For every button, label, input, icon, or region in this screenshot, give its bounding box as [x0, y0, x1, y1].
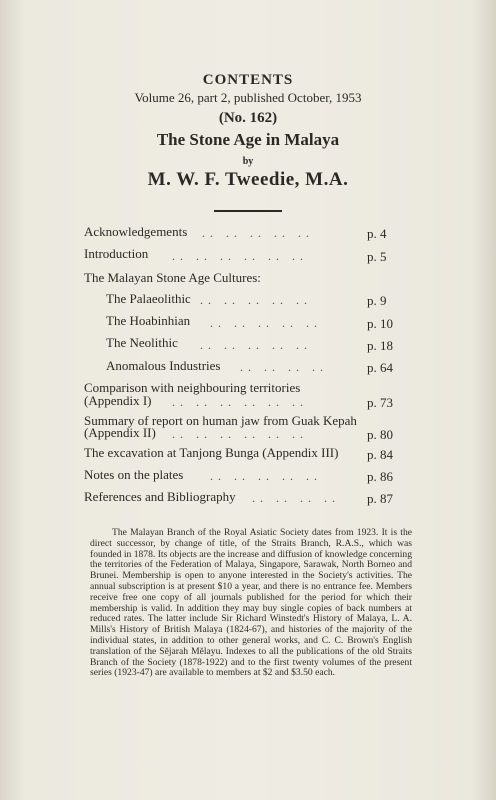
article-title: The Stone Age in Malaya [156, 130, 340, 149]
toc-page: p. 18 [367, 338, 393, 353]
toc-label: Introduction [84, 246, 149, 261]
leader-dots: . . . . . . . . . . . . [172, 395, 304, 409]
toc-label: Anomalous Industries [106, 358, 221, 373]
leader-dots: . . . . . . . . . . [202, 226, 310, 240]
toc-page: p. 86 [367, 469, 393, 484]
toc-label-line1: Comparison with neighbouring territories [84, 380, 301, 395]
leader-dots: . . . . . . . . [240, 360, 324, 374]
toc-page: p. 73 [367, 395, 393, 410]
toc-page: p. 4 [367, 226, 387, 241]
toc-page: p. 5 [367, 249, 387, 264]
leader-dots: . . . . . . . . [252, 491, 336, 505]
toc-label-line2: (Appendix II) [84, 425, 156, 440]
leader-dots: . . . . . . . . . . [210, 316, 318, 330]
toc-page: p. 9 [367, 293, 387, 308]
toc-page: p. 64 [367, 360, 393, 375]
leader-dots: . . . . . . . . . . . . [172, 249, 304, 263]
by-line: by [242, 156, 254, 167]
toc-page: p. 84 [367, 447, 393, 462]
leader-dots: . . . . . . . . . . [200, 338, 308, 352]
leader-dots: . . . . . . . . . . [210, 469, 318, 483]
volume-line: Volume 26, part 2, published October, 1953 [134, 90, 362, 105]
contents-heading: CONTENTS [202, 72, 294, 88]
toc-label: Acknowledgements [84, 224, 188, 239]
toc-label-line1: Summary of report on human jaw from Guak Kepah [84, 413, 357, 428]
toc-label: The Palaeolithic [106, 291, 191, 306]
leader-dots: . . . . . . . . . . [200, 293, 308, 307]
leader-dots: . . . . . . . . . . . . [172, 427, 304, 441]
society-notice: The Malayan Branch of the Royal Asiatic Society dates from 1923. It is the direct successor, by change of title, of the Straits Branch, R.A.S., which was founded in 1878. Its objects are the increase and diffusion of knowledge concerning the territories of the Federation of Malaya, Singapore, Sarawak, North Borneo and Brunei. Membership is open to anyone interested in the Society's activities. The annual subscription is at present $10 a year, and there is no entrance fee. Members receive free one copy of all journals published for the period for which their membership is valid. In addition they may buy single copies of back numbers at reduced rates. The latter include Sir Richard Winstedt's History of Malaya, L. A. Mills's History of British Malaya (1824-67), and histories of the majority of the individual states, in addition to other general works, and C. C. Brown's English translation of the Sĕjarah Mĕlayu. Indexes to all the publications of the old Straits Branch of the Society (1878-1922) and to the first twenty volumes of the present series (1923-47) are available to members at $2 and $3.50 each. [90, 527, 412, 679]
toc-page: p. 10 [367, 316, 393, 331]
issue-number: (No. 162) [218, 110, 278, 126]
toc-section-heading: The Malayan Stone Age Cultures: [84, 270, 261, 285]
toc-label: The excavation at Tanjong Bunga (Appendix III) [84, 445, 339, 460]
toc-label: The Neolithic [106, 335, 178, 350]
author-name: M. W. F. Tweedie, M.A. [147, 169, 349, 190]
divider-rule [214, 210, 282, 212]
toc-label: Notes on the plates [84, 467, 184, 482]
toc-label: References and Bibliography [84, 489, 236, 504]
toc-label: The Hoabinhian [106, 313, 191, 328]
toc-page: p. 87 [367, 491, 393, 506]
toc-page: p. 80 [367, 427, 393, 442]
toc-label-line2: (Appendix I) [84, 393, 152, 408]
